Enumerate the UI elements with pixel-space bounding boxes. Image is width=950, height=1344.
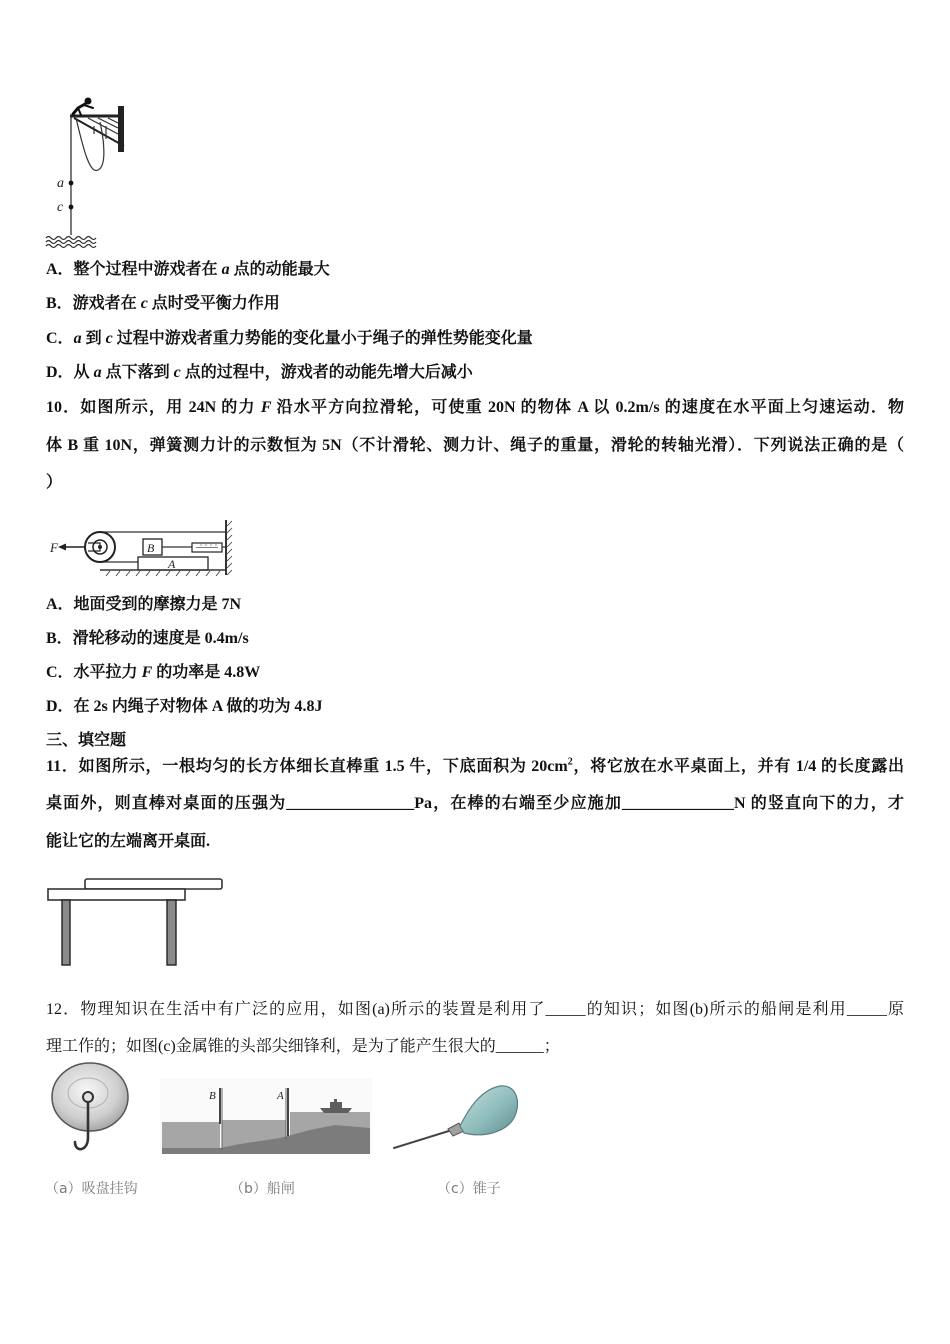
variable: F [260, 399, 272, 416]
rod [85, 879, 222, 889]
pulley-figure [46, 516, 236, 580]
option-text: 点时受平衡力作用 [147, 295, 280, 312]
q10-option-b: B．滑轮移动的速度是 0.4m/s [46, 630, 249, 647]
awl-image [388, 1080, 522, 1152]
spring-scale [192, 543, 226, 552]
option-text: 到 [81, 330, 106, 347]
q12-line-1: 12．物理知识在生活中有广泛的应用，如图(a)所示的装置是利用了_____的知识；如图(b)所示的船闸是利用_____原 [46, 1001, 904, 1018]
stem-text: 10．如图所示，用 24N 的力 [46, 399, 261, 416]
force-arrow [58, 544, 88, 551]
suction-hook-image [48, 1060, 132, 1156]
awl-handle [460, 1086, 518, 1135]
option-text: C．水平拉力 [46, 664, 142, 681]
section-title: 三、填空题 [46, 732, 127, 749]
gate-a-label: A [277, 1090, 284, 1102]
variable: c [105, 330, 113, 347]
table-figure [46, 875, 226, 969]
stem-text: ，将它放在水平桌面上，并有 1/4 的长度露出 [572, 758, 904, 775]
ground [100, 570, 226, 576]
option-text: 点的动能最大 [229, 261, 330, 278]
variable: a [221, 261, 230, 278]
option-text: B．游戏者在 [46, 295, 141, 312]
q10-option-c [46, 663, 260, 683]
block-a-label: A [168, 557, 176, 571]
q9-option-d [46, 363, 473, 383]
option-text: A．整个过程中游戏者在 [46, 261, 222, 278]
water-waves [46, 237, 96, 248]
variable: a [93, 364, 102, 381]
option-text: D．从 [46, 364, 94, 381]
q10-stem-line-3: ） [46, 474, 63, 491]
point-a-label: a [57, 176, 64, 191]
q10-stem-line-1 [46, 398, 904, 418]
point-c-label: c [57, 200, 64, 215]
caption-suction-hook: （a）吸盘挂钩 [45, 1181, 138, 1197]
option-text: 的功率是 4.8W [152, 664, 261, 681]
force-label-f: F [50, 540, 58, 555]
pulley-wheel [85, 532, 115, 562]
variable: a [73, 330, 82, 347]
q9-option-b [46, 294, 280, 314]
block-b-label: B [147, 541, 155, 555]
q11-line-2: 桌面外，则直棒对桌面的压强为________________Pa，在棒的右端至少应施加______________N 的竖直向下的力，才 [46, 795, 904, 812]
q10-stem-line-2: 体 B 重 10N，弹簧测力计的示数恒为 5N（不计滑轮、测力计、绳子的重量，滑轮的转轴光滑）．下列说法正确的是（ [46, 437, 904, 454]
option-text: C． [46, 330, 74, 347]
q9-option-c [46, 329, 533, 349]
point-c-dot [69, 205, 74, 210]
table-leg-right [167, 900, 176, 965]
stem-text: 11．如图所示，一根均匀的长方体细长直棒重 1.5 牛，下底面积为 20cm [46, 758, 568, 775]
q11-line-1 [46, 757, 904, 777]
jumper [73, 98, 93, 116]
option-text: 过程中游戏者重力势能的变化量小于绳子的弹性势能变化量 [112, 330, 533, 347]
q10-option-d: D．在 2s 内绳子对物体 A 做的功为 4.8J [46, 698, 323, 715]
caption-ship-lock: （b）船闸 [230, 1181, 295, 1197]
option-text: 点的过程中，游戏者的动能先增大后减小 [180, 364, 473, 381]
gate-b-label: B [209, 1090, 216, 1102]
caption-awl: （c）锥子 [437, 1181, 501, 1197]
q9-option-a [46, 260, 330, 280]
variable: c [140, 295, 148, 312]
variable: c [173, 364, 181, 381]
option-text: 点下落到 [101, 364, 174, 381]
q12-line-2: 理工作的；如图(c)金属锥的头部尖细锋利，是为了能产生很大的______； [46, 1038, 560, 1055]
table-leg-left [62, 900, 70, 965]
stem-text: 沿水平方向拉滑轮，可使重 20N 的物体 A 以 0.2m/s 的速度在水平面上匀速运动．物 [271, 399, 904, 416]
wall [226, 520, 232, 575]
q10-option-a: A．地面受到的摩擦力是 7N [46, 596, 242, 613]
point-a-dot [69, 181, 74, 186]
variable: F [141, 664, 153, 681]
tabletop [48, 889, 185, 900]
hook-ring [83, 1092, 93, 1102]
superscript: 2 [567, 757, 573, 768]
ship-lock-image [160, 1078, 372, 1154]
q11-line-3: 能让它的左端离开桌面. [46, 833, 211, 850]
awl-needle [394, 1130, 452, 1148]
bungee-figure [40, 92, 130, 254]
